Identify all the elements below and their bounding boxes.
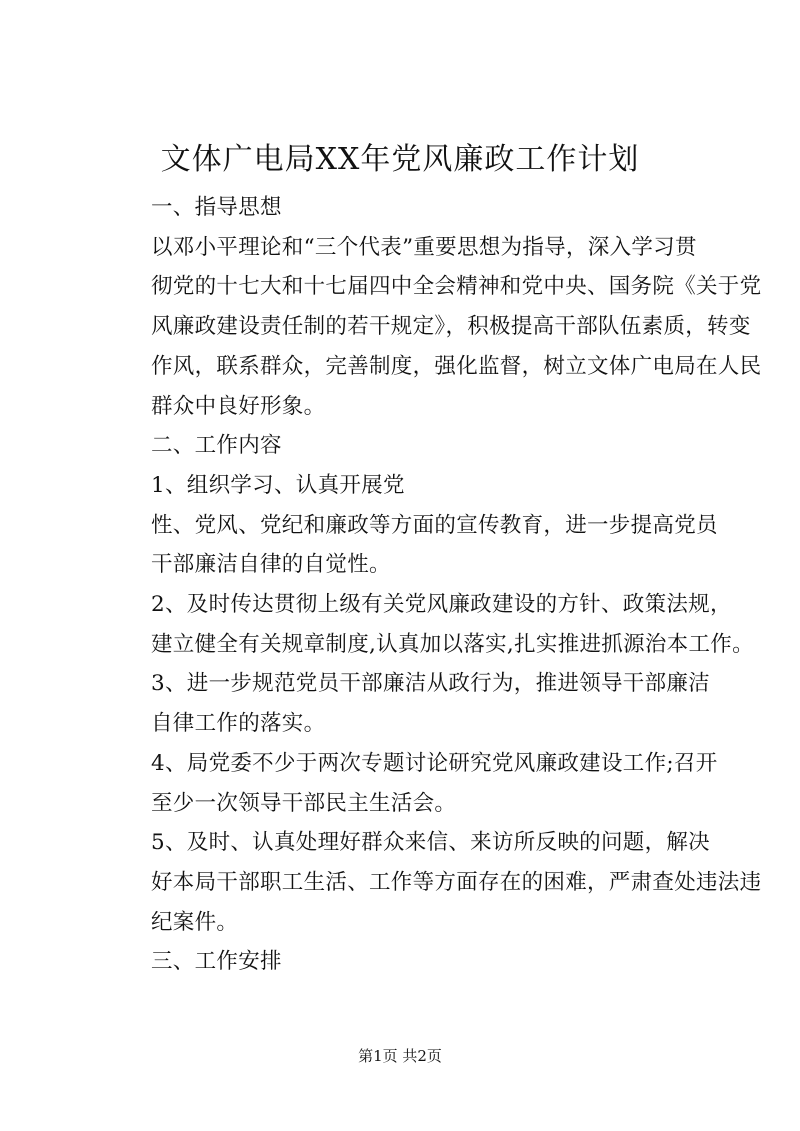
text-line: 彻党的十七大和十七届四中全会精神和党中央、国务院《关于党 xyxy=(151,274,762,300)
text-line: 群众中良好形象。 xyxy=(151,393,326,419)
text-line: 至少一次领导干部民主生活会。 xyxy=(151,790,457,816)
paragraph xyxy=(108,426,702,466)
text-line: 建立健全有关规章制度,认真加以落实,扎实推进抓源治本工作。 xyxy=(151,631,754,657)
text-line: 2、及时传达贯彻上级有关党风廉政建设的方针、政策法规， xyxy=(151,592,732,618)
paragraph xyxy=(108,823,762,942)
paragraph xyxy=(108,466,702,506)
text-line: 自律工作的落实。 xyxy=(151,711,326,737)
paragraph xyxy=(108,942,702,982)
text-line: 5、及时、认真处理好群众来信、来访所反映的问题，解决 xyxy=(151,830,710,856)
text-line: 干部廉洁自律的自觉性。 xyxy=(151,552,391,578)
paragraph xyxy=(108,228,762,427)
document-body xyxy=(108,188,762,982)
paragraph xyxy=(108,188,702,228)
document-title: 文体广电局XX年党风廉政工作计划 xyxy=(160,142,640,177)
paragraph xyxy=(108,506,718,585)
paragraph xyxy=(108,585,754,664)
text-line: 4、局党委不少于两次专题讨论研究党风廉政建设工作;召开 xyxy=(151,750,718,776)
text-line: 以邓小平理论和“三个代表”重要思想为指导，深入学习贯 xyxy=(151,234,697,260)
text-line: 一、指导思想 xyxy=(151,195,282,220)
paragraph xyxy=(108,664,710,743)
text-line: 三、工作安排 xyxy=(151,949,282,975)
text-line: 风廉政建设责任制的若干规定》，积极提高干部队伍素质，转变 xyxy=(151,314,751,340)
text-line: 性、党风、党纪和廉政等方面的宣传教育，进一步提高党员 xyxy=(151,512,718,538)
paragraph xyxy=(108,744,718,823)
text-line: 纪案件。 xyxy=(151,909,239,935)
text-line: 二、工作内容 xyxy=(151,433,282,459)
text-line: 作风，联系群众，完善制度，强化监督，树立文体广电局在人民 xyxy=(151,353,762,379)
text-line: 好本局干部职工生活、工作等方面存在的困难，严肃查处违法违 xyxy=(151,869,762,895)
page-footer: 第1页 共2页 xyxy=(358,1047,442,1065)
text-line: 3、进一步规范党员干部廉洁从政行为，推进领导干部廉洁 xyxy=(151,671,710,697)
text-line: 1、组织学习、认真开展党 xyxy=(151,472,405,498)
